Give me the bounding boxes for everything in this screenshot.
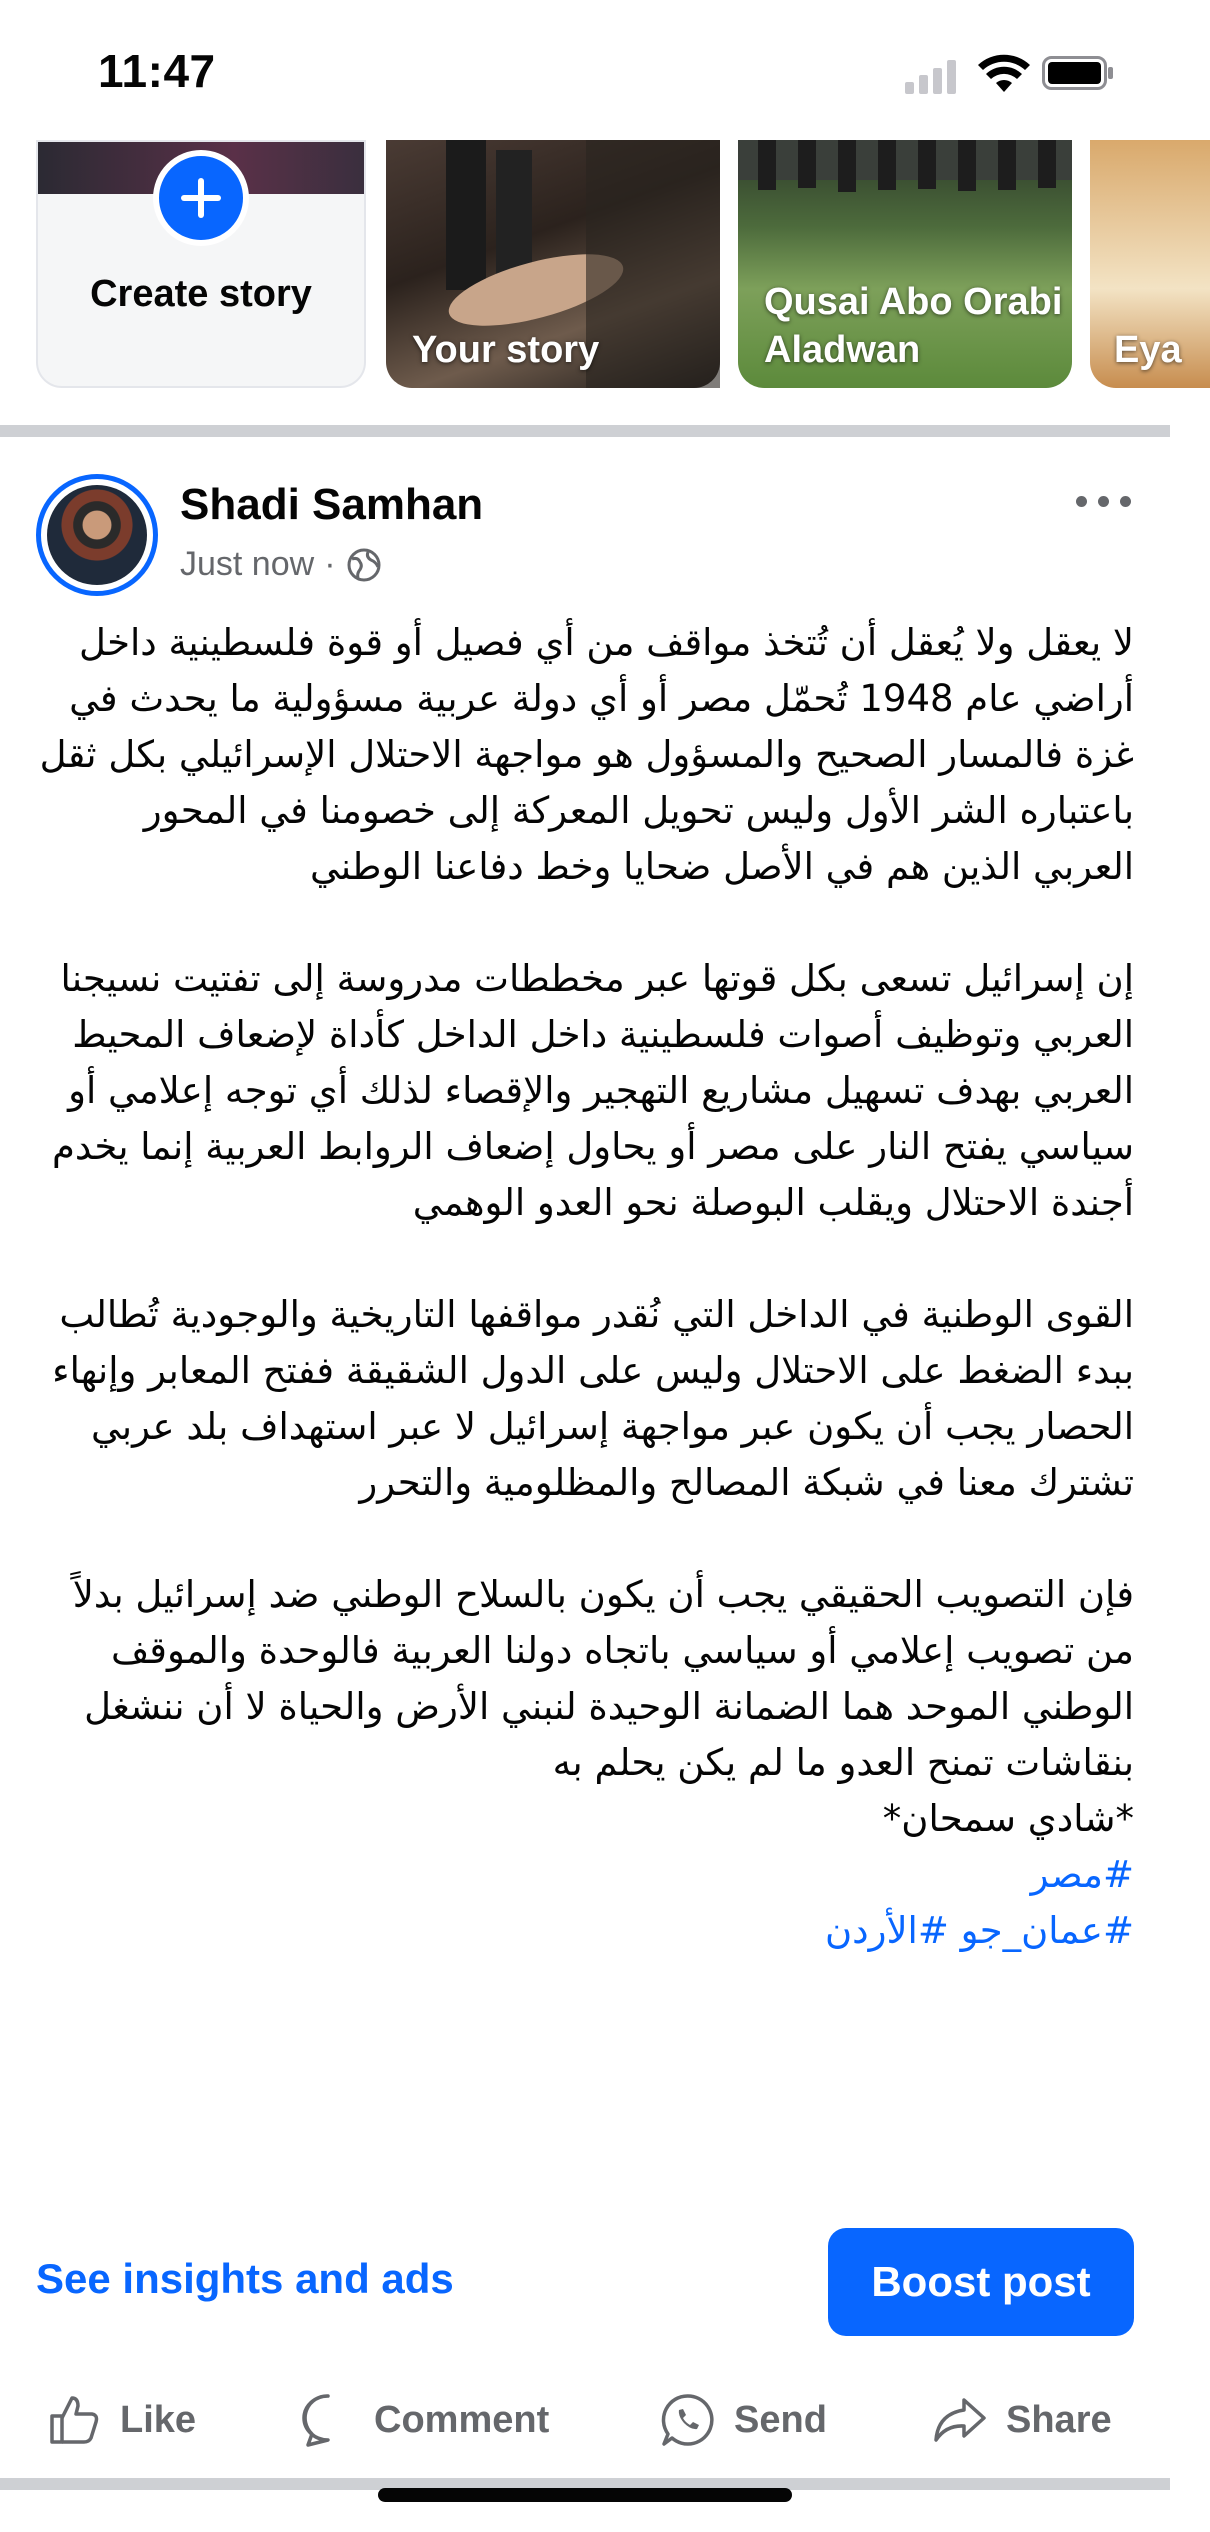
status-time: 11:47 — [98, 45, 216, 97]
post-paragraph: لا يعقل ولا يُعقل أن تُتخذ مواقف من أي فصيل أو قوة فلسطينية داخل أراضي عام 1948 تُحمّل مصر أو أي دولة عربية مسؤولية ما يحدث في غزة فالمسار الصحيح والمسؤول هو مواجهة الاحتلال الإسرائيلي بكل ثقل باعتباره الشر الأول وليس تحويل المعركة إلى خصومنا في المحور العربي الذين هم في الأصل ضحايا وخط دفاعنا الوطني — [39, 621, 1134, 888]
home-indicator[interactable] — [378, 2488, 792, 2502]
boost-post-button[interactable]: Boost post — [828, 2228, 1134, 2336]
create-story-label: Create story — [90, 273, 312, 315]
globe-icon[interactable] — [346, 547, 382, 583]
share-label: Share — [1006, 2398, 1112, 2441]
create-story-card[interactable] — [36, 140, 366, 388]
send-label: Send — [734, 2398, 827, 2441]
like-label: Like — [120, 2398, 197, 2441]
post-timestamp[interactable]: Just now — [180, 545, 315, 583]
hashtag-link[interactable]: #مصر — [1030, 1853, 1134, 1896]
status-bar — [0, 0, 1170, 140]
story-card-qusai[interactable] — [738, 140, 1072, 388]
stories-tray — [0, 140, 1182, 425]
story-card-your-story[interactable] — [386, 140, 720, 388]
thumbs-up-icon — [44, 2390, 104, 2450]
post-body — [36, 615, 1134, 1959]
share-button[interactable] — [930, 2390, 1112, 2450]
avatar[interactable] — [36, 474, 158, 596]
comment-button[interactable] — [298, 2390, 549, 2450]
share-icon — [930, 2390, 990, 2450]
meta-separator: · — [324, 545, 336, 583]
story-card-eya[interactable] — [1090, 140, 1210, 388]
story-name: Your story — [412, 329, 600, 371]
post-paragraph: القوى الوطنية في الداخل التي نُقدر مواقفها التاريخية والوجودية تُطالب ببدء الضغط على الاحتلال وليس على الدول الشقيقة ففتح المعابر وإنهاء الحصار يجب أن يكون عبر مواجهة إسرائيل لا عبر استهداف بلد عربي تشترك معنا في شبكة المصالح والمظلومية والتحرر — [52, 1293, 1134, 1504]
avatar-photo — [47, 485, 147, 585]
comment-label: Comment — [374, 2398, 550, 2441]
cellular-signal-icon — [905, 60, 957, 94]
post-meta — [180, 545, 382, 584]
post-signature: *شادي سمحان* — [882, 1797, 1134, 1840]
plus-icon[interactable] — [153, 150, 249, 246]
post-paragraph: فإن التصويب الحقيقي يجب أن يكون بالسلاح الوطني ضد إسرائيل بدلاً من تصويب إعلامي أو سياسي باتجاه دولنا العربية فالوحدة والموقف الوطني الموحد هما الضمانة الوحيدة لنبني الأرض والحياة لا أن ننشغل بنقاشات تمنح العدو ما لم يكن يحلم به — [72, 1573, 1134, 1784]
section-divider — [0, 425, 1170, 437]
post-author[interactable]: Shadi Samhan — [180, 480, 484, 529]
more-options-icon[interactable] — [1076, 496, 1132, 512]
hashtag-link[interactable]: #عمان_جو #الأردن — [824, 1909, 1134, 1952]
story-name: Eya — [1114, 329, 1182, 371]
see-insights-link[interactable]: See insights and ads — [36, 2255, 454, 2302]
like-button[interactable] — [44, 2390, 196, 2450]
reaction-bar — [0, 2370, 1170, 2470]
comment-icon — [298, 2390, 358, 2450]
post-paragraph: إن إسرائيل تسعى بكل قوتها عبر مخططات مدروسة إلى تفتيت نسيجنا العربي وتوظيف أصوات فلسطينية داخل الداخل كأداة لإضعاف المحيط العربي بهدف تسهيل مشاريع التهجير والإقصاء لذلك أي توجه إعلامي أو سياسي يفتح النار على مصر أو يحاول إضعاف الروابط العربية إنما يخدم أجندة الاحتلال ويقلب البوصلة نحو العدو الوهمي — [52, 957, 1134, 1224]
story-name: Qusai Abo Orabi Aladwan — [764, 281, 1063, 371]
whatsapp-icon — [658, 2390, 718, 2450]
wifi-icon — [978, 52, 1030, 94]
battery-icon — [1042, 56, 1114, 90]
send-button[interactable] — [658, 2390, 827, 2450]
